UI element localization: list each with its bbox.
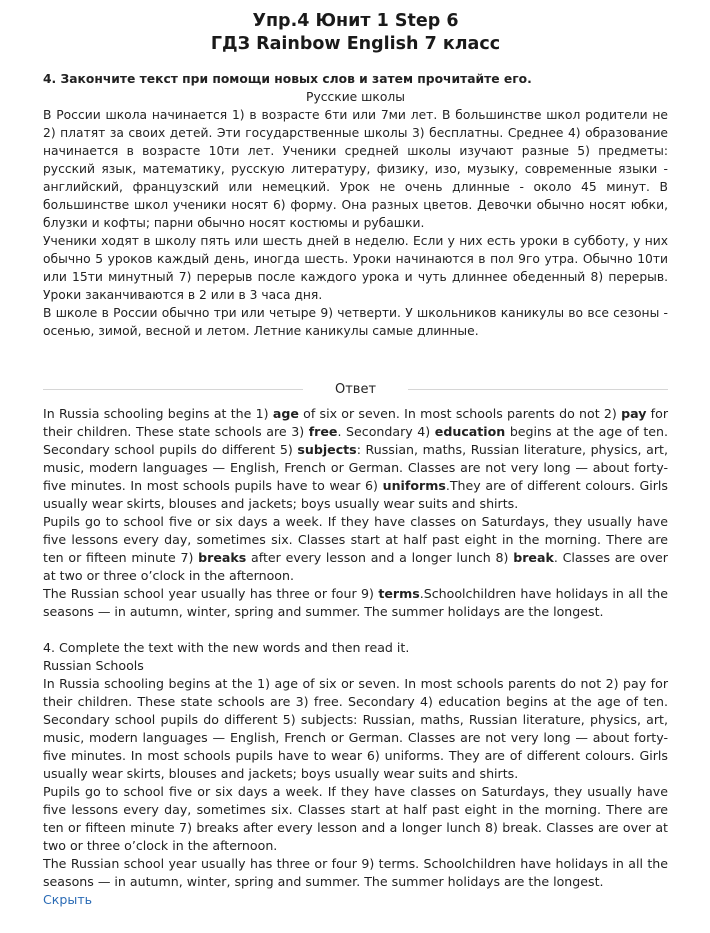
- spacer: [43, 621, 668, 639]
- hide-link[interactable]: Скрыть: [43, 892, 93, 907]
- answer-word: age: [272, 406, 299, 421]
- answer-word: uniforms: [382, 478, 446, 493]
- answer-paragraph: In Russia schooling begins at the 1) age of six or seven. In most schools parents do not 2) pay for their children. These state schools are 3) free. Secondary 4) education begins at the age of ten. Secondary school pupils do different 5) subjects: Russian, maths, Russian literature, physics, art, music, modern languages — English, French or German. Classes are not very long — about forty-five minutes. In most schools pupils have to wear 6) uniforms.They are of different colours. Girls usually wear skirts, blouses and jackets; boys usually wear suits and shirts.: [43, 406, 669, 511]
- answer-paragraph: Pupils go to school five or six days a week. If they have classes on Saturdays, they usually have five lessons every day, sometimes six. Classes start at half past eight in the morning. There are ten or fifteen minute 7) breaks after every lesson and a longer lunch 8) break. Classes are over at two or three o’clock in the afternoon.: [43, 514, 668, 583]
- divider-line-right: [408, 389, 668, 390]
- answer-divider: [43, 377, 668, 401]
- answer-word: break: [513, 550, 554, 565]
- answer-word: education: [434, 424, 506, 439]
- en-paragraph: The Russian school year usually has three or four 9) terms. Schoolchildren have holidays in all the seasons — in autumn, winter, spring and summer. The summer holidays are the longest.: [43, 856, 668, 889]
- answer-label: Ответ: [334, 381, 377, 397]
- en-paragraph: In Russia schooling begins at the 1) age of six or seven. In most schools parents do not 2) pay for their children. These state schools are 3) free. Secondary 4) education begins at the age of ten. Secondary school pupils do different 5) subjects: Russian, maths, Russian literature, physics, art, music, modern languages — English, French or German. Classes are not very long — about forty-five minutes. In most schools pupils have to wear 6) uniforms. They are of different colours. Girls usually wear skirts, blouses and jackets; boys usually wear suits and shirts.: [43, 676, 668, 781]
- task-heading-en: 4. Complete the text with the new words and then read it.: [43, 640, 410, 655]
- task-subtitle-en: Russian Schools: [43, 658, 144, 673]
- answer-word: breaks: [198, 550, 247, 565]
- title-line-2: ГДЗ Rainbow English 7 класс: [210, 34, 501, 54]
- answer-word: free: [308, 424, 338, 439]
- page-title: [43, 10, 668, 56]
- task-subtitle-ru: Русские школы: [306, 90, 405, 104]
- answer-word: pay: [621, 406, 647, 421]
- ru-paragraph: В школе в России обычно три или четыре 9) четверти. У школьников каникулы во все сезоны - осенью, зимой, весной и летом. Летние каникулы самые длинные.: [43, 306, 668, 338]
- answer-word: subjects: [297, 442, 357, 457]
- answer-paragraph: The Russian school year usually has three or four 9) terms.Schoolchildren have holidays in all the seasons — in autumn, winter, spring and summer. The summer holidays are the longest.: [43, 586, 669, 619]
- task-heading-ru: 4. Закончите текст при помощи новых слов и затем прочитайте его.: [43, 72, 532, 86]
- title-line-1: Упр.4 Юнит 1 Step 6: [252, 11, 459, 31]
- en-paragraph: Pupils go to school five or six days a week. If they have classes on Saturdays, they usually have five lessons every day, sometimes six. Classes start at half past eight in the morning. There are ten or fifteen minute 7) breaks after every lesson and a longer lunch 8) break. Classes are over at two or three o’clock in the afternoon.: [43, 784, 668, 853]
- divider-line-left: [43, 389, 303, 390]
- answer-word: terms: [378, 586, 420, 601]
- ru-paragraph: В России школа начинается 1) в возрасте 6ти или 7ми лет. В большинстве школ родители не 2) платят за своих детей. Эти государственные школы 3) бесплатны. Среднее 4) образование начинается в возрасте 10ти лет. Ученики средней школы изучают разные 5) предметы: русский язык, математику, русскую литературу, физику, изо, музыку, современные языки - английский, французский или немецкий. Урок не очень длинные - около 45 минут. В большинстве школ ученики носят 6) форму. Она разных цветов. Девочки обычно носят юбки, блузки и кофты; парни обычно носят костюмы и рубашки.: [43, 108, 668, 230]
- ru-paragraph: Ученики ходят в школу пять или шесть дней в неделю. Если у них есть уроки в субботу, у них обычно 5 уроков каждый день, иногда шесть. Уроки начинаются в пол 9го утра. Обычно 10ти или 15ти минутный 7) перерыв после каждого урока и чуть длиннее обеденный 8) перерыв. Уроки заканчиваются в 2 или в 3 часа дня.: [43, 234, 668, 302]
